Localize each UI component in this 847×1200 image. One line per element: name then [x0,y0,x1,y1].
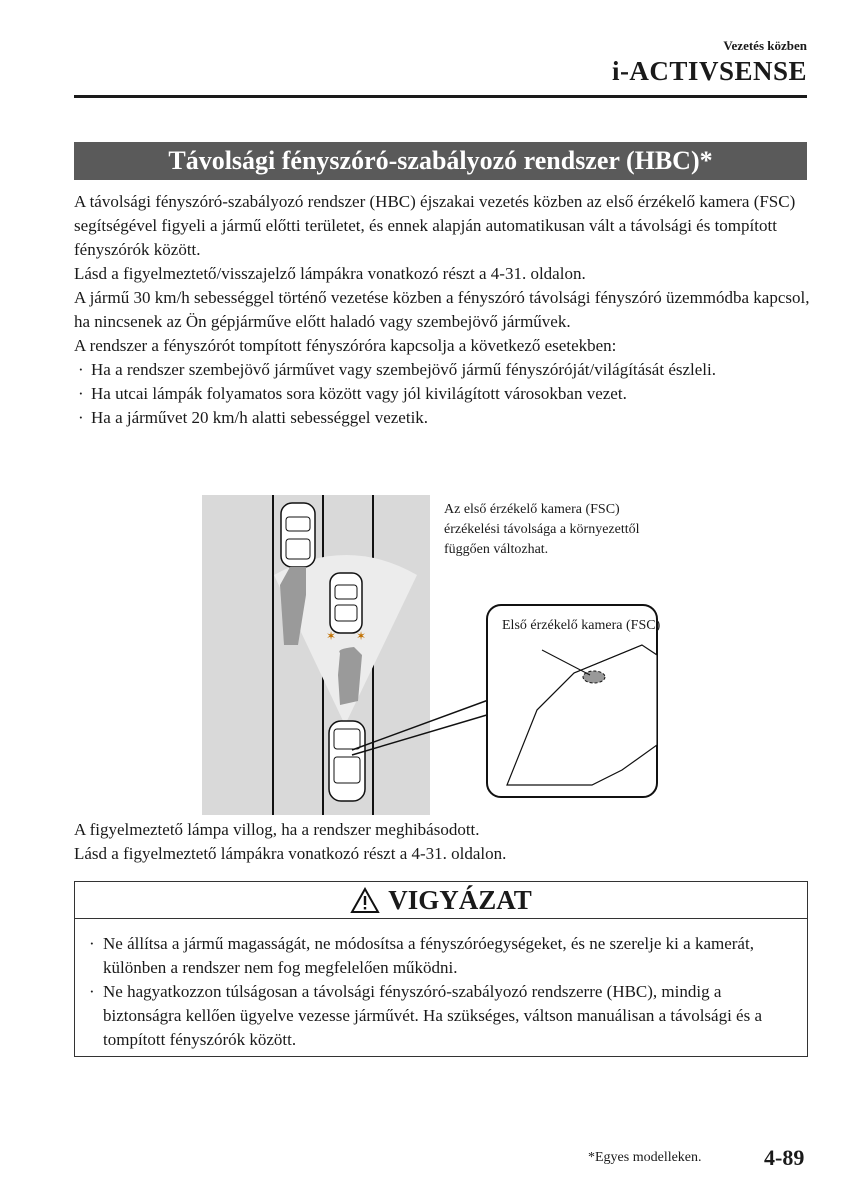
header-rule [74,95,807,98]
body-paragraph: A figyelmeztető lámpa villog, ha a rendszer meghibásodott. [74,820,480,839]
own-headlight-beam [338,647,362,705]
list-item: · Ne hagyatkozzon túlságosan a távolsági fényszóró-szabályozó rendszerre (HBC), mindig a biztonságra kellően ügyelve vezesse járművét. Ha szükséges, váltson manuálisan a távolsági és a tompított fényszórók között. [87,980,799,1052]
camera-caption: Első érzékelő kamera (FSC) [502,618,661,633]
warning-title: VIGYÁZAT [388,885,532,915]
list-item: · Ha a járművet 20 km/h alatti sebességgel vezetik. [74,406,814,430]
taillight-glow-icon: ✶ [356,629,367,643]
body-paragraph: A távolsági fényszóró-szabályozó rendszer (HBC) éjszakai vezetés közben az első érzékelő kamera (FSC) segítségével figyeli a jármű előtti területet, és ennek alapján automatikusan vált a távolsági és tompított fényszórók között. [74,192,796,259]
footnote: *Egyes modelleken. [588,1150,702,1165]
list-item: · Ne állítsa a jármű magasságát, ne módosítsa a fényszóróegységeket, és ne szerelje ki a kamerát, különben a rendszer nem fog megfelelően működni. [87,932,799,980]
lane-line [272,495,274,815]
body-text [74,190,814,430]
list-item: · Ha a rendszer szembejövő járművet vagy szembejövő jármű fényszóróját/világítását észleli. [74,358,814,382]
body-paragraph: A rendszer a fényszórót tompított fényszóróra kapcsolja a következő esetekben: [74,336,617,355]
body-paragraph: Lásd a figyelmeztető/visszajelző lámpákra vonatkozó részt a 4-31. oldalon. [74,264,586,283]
section-title: Távolsági fényszóró-szabályozó rendszer (HBC)* [74,142,807,180]
taillight-glow-icon: ✶ [326,629,337,643]
warning-header [75,882,807,919]
list-item: · Ha utcai lámpák folyamatos sora között vagy jól kivilágított városokban vezet. [74,382,814,406]
warning-triangle-icon [350,887,380,914]
oncoming-car-icon [281,503,315,567]
chapter-subtitle: Vezetés közben [723,38,807,53]
after-figure-text [74,818,814,866]
warning-list [87,932,799,1052]
warning-box [74,881,808,1057]
body-paragraph: Lásd a figyelmeztető lámpákra vonatkozó részt a 4-31. oldalon. [74,844,507,863]
preceding-car-icon [330,573,362,633]
chapter-title: i-ACTIVSENSE [611,56,807,86]
body-paragraph: A jármű 30 km/h sebességgel történő vezetése közben a fényszóró távolsági fényszóró üzemmódba kapcsol, ha nincsenek az Ön gépjárműve előtt haladó vagy szembejövő járművek. [74,288,810,331]
page-number: 4-89 [764,1145,805,1170]
range-caption: Az első érzékelő kamera (FSC) érzékelési távolsága a környezettől függően változhat. [444,502,640,557]
own-car-icon [329,721,365,801]
condition-list [74,358,814,430]
